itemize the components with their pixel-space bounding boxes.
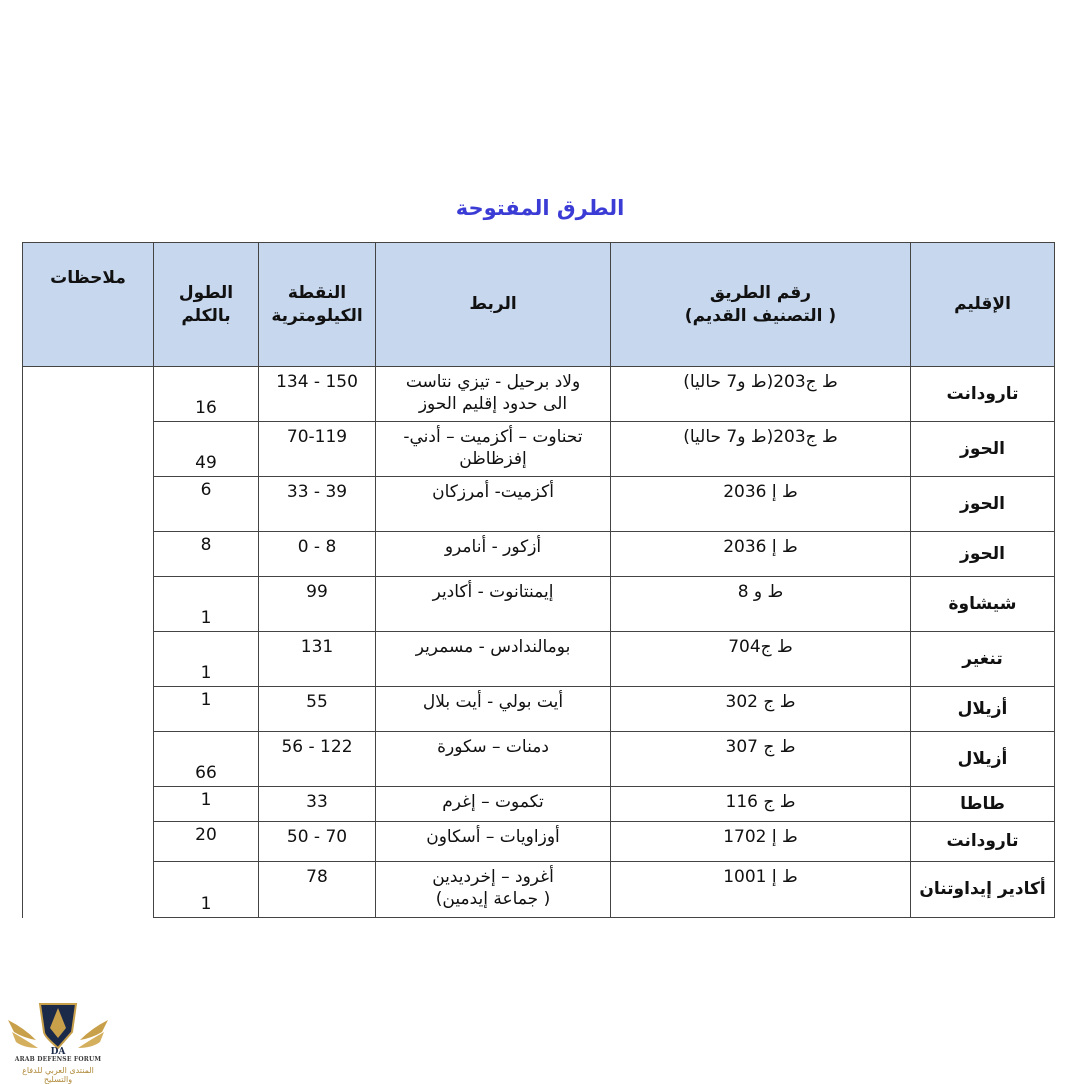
cell-link: دمنات – سكورة bbox=[376, 732, 611, 787]
cell-region: أزيلال bbox=[911, 732, 1055, 787]
cell-road-number: ط ج 307 bbox=[611, 732, 911, 787]
cell-road-number: ط إ 2036 bbox=[611, 532, 911, 577]
cell-km-point: 33 - 39 bbox=[259, 477, 376, 532]
header-length: الطول بالكلم bbox=[154, 243, 259, 367]
cell-region: الحوز bbox=[911, 532, 1055, 577]
cell-region: شيشاوة bbox=[911, 577, 1055, 632]
cell-link: أغرود – إخرديدين ( جماعة إيدمين) bbox=[376, 862, 611, 918]
cell-length: 1 bbox=[154, 787, 259, 822]
cell-road-number: ط ج203(ط و7 حاليا) bbox=[611, 367, 911, 422]
cell-road-number: ط إ 1001 bbox=[611, 862, 911, 918]
cell-length: 1 bbox=[154, 632, 259, 687]
cell-link: تحناوت – أكزميت – أدني- إفزظاظن bbox=[376, 422, 611, 477]
cell-km-point: 0 - 8 bbox=[259, 532, 376, 577]
cell-region: الحوز bbox=[911, 477, 1055, 532]
cell-km-point: 50 - 70 bbox=[259, 822, 376, 862]
header-region: الإقليم bbox=[911, 243, 1055, 367]
cell-length: 1 bbox=[154, 577, 259, 632]
cell-region: تارودانت bbox=[911, 367, 1055, 422]
cell-road-number: ط ج704 bbox=[611, 632, 911, 687]
cell-link: أكزميت- أمرزكان bbox=[376, 477, 611, 532]
cell-km-point: 70-119 bbox=[259, 422, 376, 477]
page-title: الطرق المفتوحة bbox=[455, 196, 625, 220]
table-row bbox=[23, 732, 1055, 787]
cell-link: أزكور - أنامرو bbox=[376, 532, 611, 577]
cell-km-point: 99 bbox=[259, 577, 376, 632]
header-km-point: النقطة الكيلومترية bbox=[259, 243, 376, 367]
logo-arabic-text: المنتدى العربي للدفاع والتسليح bbox=[22, 1066, 94, 1084]
cell-link: أيت بولي - أيت بلال bbox=[376, 687, 611, 732]
cell-length: 1 bbox=[154, 862, 259, 918]
cell-link: بومالندادس - مسمرير bbox=[376, 632, 611, 687]
cell-km-point: 55 bbox=[259, 687, 376, 732]
table-row bbox=[23, 632, 1055, 687]
cell-region: تنغير bbox=[911, 632, 1055, 687]
cell-notes bbox=[23, 367, 154, 918]
cell-km-point: 134 - 150 bbox=[259, 367, 376, 422]
cell-length: 1 bbox=[154, 687, 259, 732]
svg-text:DA: DA bbox=[50, 1047, 66, 1057]
cell-road-number: ط ج203(ط و7 حاليا) bbox=[611, 422, 911, 477]
cell-region: طاطا bbox=[911, 787, 1055, 822]
cell-road-number: ط ج 116 bbox=[611, 787, 911, 822]
roads-table-container bbox=[22, 242, 1054, 914]
cell-length: 8 bbox=[154, 532, 259, 577]
cell-road-number: ط و 8 bbox=[611, 577, 911, 632]
table-row bbox=[23, 822, 1055, 862]
cell-link: ولاد برحيل - تيزي نتاست الى حدود إقليم الحوز bbox=[376, 367, 611, 422]
cell-road-number: ط إ 2036 bbox=[611, 477, 911, 532]
table-row bbox=[23, 367, 1055, 422]
cell-road-number: ط ج 302 bbox=[611, 687, 911, 732]
header-row bbox=[23, 243, 1055, 367]
cell-km-point: 131 bbox=[259, 632, 376, 687]
cell-length: 66 bbox=[154, 732, 259, 787]
cell-length: 20 bbox=[154, 822, 259, 862]
table-row bbox=[23, 532, 1055, 577]
table-row bbox=[23, 862, 1055, 918]
header-road-number: رقم الطريق ( التصنيف القديم) bbox=[611, 243, 911, 367]
cell-region: الحوز bbox=[911, 422, 1055, 477]
cell-length: 16 bbox=[154, 367, 259, 422]
cell-region: أزيلال bbox=[911, 687, 1055, 732]
table-row bbox=[23, 422, 1055, 477]
cell-link: تكموت – إغرم bbox=[376, 787, 611, 822]
table-row bbox=[23, 787, 1055, 822]
table-row bbox=[23, 687, 1055, 732]
cell-km-point: 56 - 122 bbox=[259, 732, 376, 787]
header-link: الربط bbox=[376, 243, 611, 367]
cell-link: إيمنتانوت - أكادير bbox=[376, 577, 611, 632]
table-row bbox=[23, 477, 1055, 532]
cell-link: أوزاويات – أسكاون bbox=[376, 822, 611, 862]
cell-km-point: 78 bbox=[259, 862, 376, 918]
cell-length: 49 bbox=[154, 422, 259, 477]
cell-km-point: 33 bbox=[259, 787, 376, 822]
cell-length: 6 bbox=[154, 477, 259, 532]
header-notes: ملاحظات bbox=[23, 243, 154, 367]
table-row bbox=[23, 577, 1055, 632]
open-roads-table bbox=[22, 242, 1055, 918]
cell-road-number: ط إ 1702 bbox=[611, 822, 911, 862]
cell-region: أكادير إيداوتنان bbox=[911, 862, 1055, 918]
logo-english-text: ARAB DEFENSE FORUM bbox=[14, 1056, 102, 1063]
cell-region: تارودانت bbox=[911, 822, 1055, 862]
